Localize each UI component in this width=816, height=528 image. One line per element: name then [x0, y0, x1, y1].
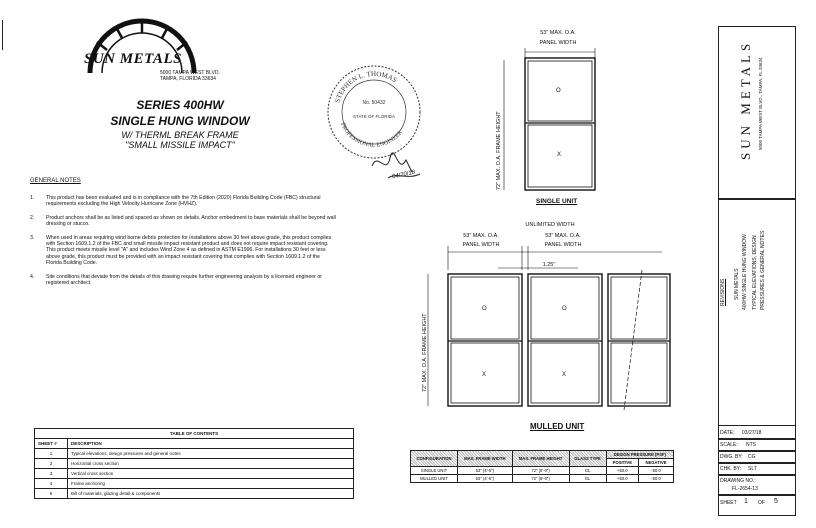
single-width-dim: 53" MAX. O.A. [540, 30, 576, 36]
seal-state: STATE OF FLORIDA [352, 114, 396, 119]
mulled-panel1-dim: 53" MAX. O.A. [463, 233, 499, 239]
tb-drawing-no-label: DRAWING NO.: [720, 478, 756, 484]
single-width-label: PANEL WIDTH [539, 40, 577, 46]
notes-heading: GENERAL NOTES [30, 178, 81, 184]
general-notes [30, 195, 350, 293]
note-2: 2. Product anchors shall be as listed and spaced as shown on details. Anchor embedment to base materials shall be beyond wall dressing or stucco. [30, 214, 336, 228]
series-title: SERIES 400HW [136, 98, 224, 112]
svg-text:PROFESSIONAL ENGINEER [339, 122, 404, 149]
mulled-unit-drawing [418, 230, 678, 400]
mulled-top-sash-mark-2: O [562, 306, 567, 312]
mulled-top-sash-mark-1: O [482, 306, 487, 312]
perf-col-pressure: DESIGN PRESSURE (PSF) [606, 451, 673, 459]
perf-col-glass: GLASS TYPE [569, 451, 606, 467]
tb-desc-line3: TYPICAL ELEVATIONS, DESIGN [752, 235, 758, 310]
toc-col-desc: DESCRIPTION [68, 439, 354, 449]
table-row: 4 Frame anchoring [35, 479, 354, 489]
tb-desc-line1: SUN METALS [734, 268, 740, 300]
tb-drawing-no-value: FL-2654-13 [732, 486, 758, 492]
perf-col-width: MAX. FRAME WIDTH [458, 451, 513, 467]
tb-date-label: DATE: [720, 430, 735, 436]
table-row: 2 Horizontal cross section [35, 459, 354, 469]
product-title: SINGLE HUNG WINDOW [110, 114, 250, 128]
single-top-sash-mark: O [556, 88, 561, 94]
seal-date: 04/20/18 [391, 169, 416, 181]
single-unit-drawing [500, 48, 610, 218]
table-row: 5 Bill of materials, glazing detail & components [35, 489, 354, 499]
title-block-address: 5000 TAMPA WEST BLVD., TAMPA, FL 33634 [758, 57, 763, 150]
tb-dwg-by-label: DWG. BY: [720, 454, 743, 460]
single-bottom-sash-mark: X [557, 152, 562, 158]
title-block-revisions-cell [718, 198, 796, 426]
table-row: SINGLE UNIT 53" (4'-5") 72" (6'-0") GL +50.0 -50.0 [411, 467, 674, 475]
tb-sheet-label: SHEET [720, 500, 737, 506]
mulled-panel2-dim: 53" MAX. O.A. [545, 233, 581, 239]
signature-icon [368, 146, 428, 186]
tb-chk-by-value: SLT [748, 466, 757, 472]
mulled-gap-dim: 1.25" [542, 262, 556, 268]
title-block-logo-cell [718, 26, 796, 200]
mulled-unit-width: UNLIMITED WIDTH [525, 222, 575, 228]
mulled-unit-label: MULLED UNIT [530, 422, 585, 431]
tb-scale-value: NTS [746, 442, 756, 448]
seal-license: No. 50432 [362, 100, 386, 106]
note-4: 4. Site conditions that deviate from the details of this drawing require further engineering analysis by a licensed engineer or registered architect. [30, 273, 322, 287]
mulled-panel1-label: PANEL WIDTH [462, 242, 500, 248]
tb-total-sheets: 5 [774, 498, 778, 505]
single-height-dim: 72" MAX. O.A. FRAME HEIGHT [496, 111, 502, 190]
seal-ring-title: PROFESSIONAL ENGINEER [339, 121, 404, 149]
company-logo-text: SUN METALS [84, 51, 182, 67]
title-block-company: SUN METALS [738, 39, 753, 160]
address-line-2: TAMPA, FLORIDA 33634 [160, 76, 216, 82]
design-pressure-table [410, 450, 674, 483]
perf-col-height: MAX. FRAME HEIGHT [512, 451, 569, 467]
perf-col-negative: NEGATIVE [639, 459, 674, 467]
note-1: 1. This product has been evaluated and is in compliance with the 7th Edition (2020) Florida Building Code (FBC) structural requirements excluding the High Velocity Hurricane Zone (HVHZ). [30, 195, 321, 208]
seal-ring-name: STEPHEN L. THOMAS [333, 69, 399, 104]
mulled-bottom-sash-mark-2: X [562, 372, 567, 378]
table-row: 1 Typical elevations, design pressures and general notes [35, 449, 354, 459]
note-3: 3. When used in areas requiring wind borne debris protection for installations above 30 feet above grade, this product complies with Section 1609.1.2 of the FBC and small missile impact resistant product and does not require impact resistant covering. This product meets missile level "A" and includes Wind Zone 4 as defined in ASTM E1996. For installations 30 feet or less above grade, this product must be provided with an impact resistant covering that complies with Section 1609.1.2 of the Florida Building Code. [30, 234, 332, 267]
tb-desc-line4: PRESSURES & GENERAL NOTES [760, 230, 766, 310]
table-row: MULLED UNIT 53" (4'-5") 72" (6'-0") GL +50.0 -50.0 [411, 475, 674, 483]
mulled-panel2-label: PANEL WIDTH [544, 242, 582, 248]
svg-text:STEPHEN L. THOMAS [333, 70, 398, 104]
toc-col-sheet: SHEET # [35, 439, 68, 449]
tb-scale-label: SCALE: [720, 442, 738, 448]
tb-desc-line2: 400HW SINGLE HUNG WINDOW [742, 234, 748, 310]
single-unit-label: SINGLE UNIT [536, 198, 578, 205]
tb-chk-by-label: CHK. BY: [720, 466, 742, 472]
subtitle-frame: W/ THERML BREAK FRAME [121, 130, 239, 140]
tb-sheet-value: 1 [744, 498, 748, 505]
address-line-1: 5000 TAMPA WEST BLVD. [160, 70, 220, 76]
mulled-bottom-sash-mark-1: X [482, 372, 487, 378]
mulled-height-dim: 72" MAX. O.A. FRAME HEIGHT [422, 313, 428, 392]
tb-date-value: 03/27/18 [742, 430, 762, 436]
perf-col-positive: POSITIVE [606, 459, 638, 467]
tb-dwg-by-value: CG [748, 454, 756, 460]
tb-of-label: OF [758, 500, 765, 506]
subtitle-impact: "SMALL MISSILE IMPACT" [125, 140, 235, 150]
table-row: 3 Vertical cross section [35, 469, 354, 479]
revisions-label: REVISIONS [720, 278, 726, 306]
sheet-border-mark [2, 20, 3, 50]
toc-title: TABLE OF CONTENTS [35, 429, 354, 439]
table-of-contents [34, 428, 354, 499]
perf-col-config: CONFIGURATION [411, 451, 458, 467]
